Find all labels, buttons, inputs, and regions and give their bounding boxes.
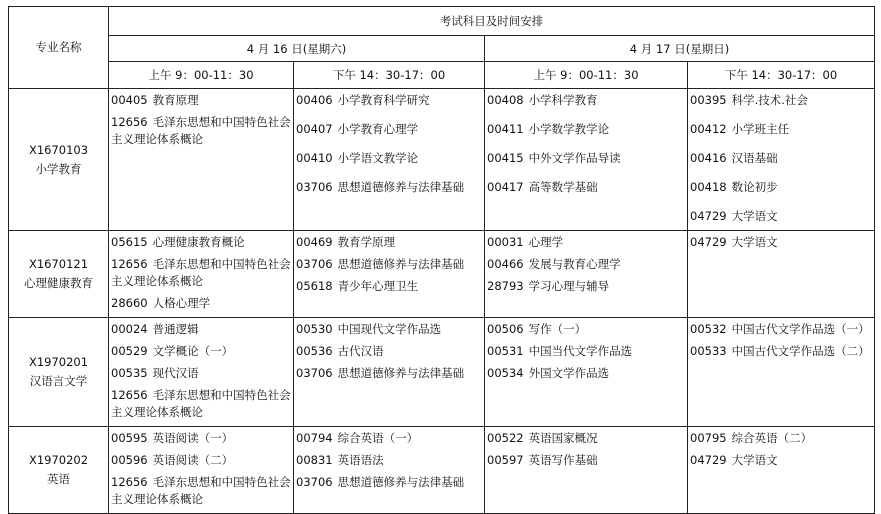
major-code: X1670103 (28, 142, 89, 157)
course-code: 00595 (111, 431, 148, 445)
course-name: 大学语文 (731, 209, 778, 223)
course-name: 古代汉语 (337, 344, 384, 358)
major-cell (9, 231, 109, 318)
course-code: 00831 (296, 453, 333, 467)
course-code: 03706 (296, 257, 333, 271)
course-code: 00410 (296, 151, 333, 165)
table-row (9, 231, 875, 318)
session-cell (485, 89, 688, 231)
course-code: 00530 (296, 322, 333, 336)
course-entry (487, 365, 685, 382)
course-entry (487, 343, 685, 360)
course-code: 04729 (690, 453, 727, 467)
course-entry (690, 92, 872, 109)
course-entry (487, 256, 685, 273)
course-entry (487, 321, 685, 338)
course-name: 学习心理与辅导 (528, 279, 610, 293)
course-code: 12656 (111, 475, 148, 489)
course-name: 中国古代文学作品选（一） (731, 322, 870, 336)
course-entry (690, 121, 872, 138)
day-header: 4 月 17 日(星期日) (485, 36, 875, 62)
course-code: 28793 (487, 279, 524, 293)
course-entry (111, 114, 291, 148)
course-name: 外国文学作品选 (528, 366, 610, 380)
course-entry (296, 452, 482, 469)
course-code: 12656 (111, 257, 148, 271)
course-name: 毛泽东思想和中国特色社会主义理论体系概论 (111, 388, 291, 419)
course-name: 中国当代文学作品选 (528, 344, 633, 358)
course-entry (111, 343, 291, 360)
course-name: 小学教育科学研究 (337, 93, 430, 107)
course-entry (690, 343, 872, 360)
course-name: 文学概论（一） (152, 344, 234, 358)
course-code: 00597 (487, 453, 524, 467)
course-entry (296, 150, 482, 167)
major-code: X1670121 (28, 257, 89, 271)
course-code: 03706 (296, 475, 333, 489)
exam-schedule-table (8, 6, 875, 514)
course-entry (690, 150, 872, 167)
course-entry (690, 179, 872, 196)
course-code: 00408 (487, 93, 524, 107)
course-code: 00407 (296, 122, 333, 136)
course-entry (111, 295, 291, 312)
course-entry (487, 179, 685, 196)
session-cell (294, 318, 485, 427)
course-code: 00522 (487, 431, 524, 445)
schedule-body (9, 89, 875, 514)
course-entry (690, 208, 872, 225)
major-cell (9, 318, 109, 427)
course-name: 数论初步 (731, 180, 778, 194)
major-header: 专业名称 (9, 7, 109, 89)
course-name: 写作（一） (528, 322, 587, 336)
major-code: X1970202 (28, 453, 89, 467)
course-entry (296, 92, 482, 109)
course-code: 00416 (690, 151, 727, 165)
course-entry (690, 430, 872, 447)
session-cell (688, 318, 875, 427)
course-entry (487, 278, 685, 295)
course-entry (296, 234, 482, 251)
session-header: 上午 9：00-11：30 (485, 62, 688, 89)
course-code: 00417 (487, 180, 524, 194)
session-cell (294, 89, 485, 231)
day-header: 4 月 16 日(星期六) (109, 36, 485, 62)
session-header: 下午 14：30-17：00 (688, 62, 875, 89)
course-code: 00536 (296, 344, 333, 358)
course-name: 中国古代文学作品选（二） (731, 344, 870, 358)
course-entry (111, 365, 291, 382)
session-header: 下午 14：30-17：00 (294, 62, 485, 89)
course-code: 00415 (487, 151, 524, 165)
course-name: 毛泽东思想和中国特色社会主义理论体系概论 (111, 257, 291, 288)
major-name: 英语 (47, 472, 70, 486)
course-name: 心理健康教育概论 (152, 235, 245, 249)
course-code: 28660 (111, 296, 148, 310)
session-cell (485, 231, 688, 318)
course-code: 12656 (111, 115, 148, 129)
course-entry (296, 179, 482, 196)
course-code: 00596 (111, 453, 148, 467)
course-name: 青少年心理卫生 (337, 279, 419, 293)
course-entry (111, 387, 291, 421)
course-code: 00535 (111, 366, 148, 380)
course-code: 00532 (690, 322, 727, 336)
course-entry (296, 474, 482, 491)
course-entry (296, 278, 482, 295)
major-name: 汉语言文学 (29, 374, 88, 388)
course-name: 中外文学作品导读 (528, 151, 621, 165)
course-code: 03706 (296, 180, 333, 194)
course-entry (111, 92, 291, 109)
session-cell (109, 89, 294, 231)
course-entry (111, 321, 291, 338)
course-entry (296, 256, 482, 273)
course-name: 英语阅读（一） (152, 431, 234, 445)
schedule-header: 考试科目及时间安排 (109, 7, 875, 36)
course-entry (111, 234, 291, 251)
course-code: 00024 (111, 322, 148, 336)
major-cell (9, 427, 109, 514)
course-name: 综合英语（二） (731, 431, 813, 445)
course-code: 00529 (111, 344, 148, 358)
course-code: 03706 (296, 366, 333, 380)
major-code: X1970201 (28, 355, 89, 369)
course-name: 科学.技术.社会 (731, 93, 808, 107)
table-row (9, 318, 875, 427)
session-cell (294, 231, 485, 318)
major-name: 小学教育 (35, 161, 82, 176)
course-entry (487, 430, 685, 447)
course-code: 04729 (690, 235, 727, 249)
course-code: 05618 (296, 279, 333, 293)
course-code: 00411 (487, 122, 524, 136)
course-name: 中国现代文学作品选 (337, 322, 442, 336)
course-entry (296, 365, 482, 382)
session-cell (688, 231, 875, 318)
course-entry (487, 92, 685, 109)
course-entry (690, 234, 872, 251)
course-entry (487, 150, 685, 167)
course-code: 12656 (111, 388, 148, 402)
course-name: 心理学 (528, 235, 564, 249)
course-code: 00506 (487, 322, 524, 336)
session-cell (109, 231, 294, 318)
course-name: 小学教育心理学 (337, 122, 419, 136)
course-name: 发展与教育心理学 (528, 257, 621, 271)
course-code: 00794 (296, 431, 333, 445)
course-name: 小学数学教学论 (528, 122, 610, 136)
schedule-wrapper (8, 6, 874, 514)
course-name: 普通逻辑 (152, 322, 199, 336)
course-entry (487, 234, 685, 251)
course-entry (111, 474, 291, 508)
course-code: 00531 (487, 344, 524, 358)
course-name: 英语阅读（二） (152, 453, 234, 467)
course-code: 00412 (690, 122, 727, 136)
course-name: 小学语文教学论 (337, 151, 419, 165)
table-row (9, 89, 875, 231)
course-code: 00466 (487, 257, 524, 271)
course-code: 00031 (487, 235, 524, 249)
course-name: 毛泽东思想和中国特色社会主义理论体系概论 (111, 115, 291, 146)
session-cell (688, 89, 875, 231)
course-entry (690, 321, 872, 338)
course-code: 04729 (690, 209, 727, 223)
course-name: 高等数学基础 (528, 180, 598, 194)
course-entry (690, 452, 872, 469)
course-name: 大学语文 (731, 453, 778, 467)
course-name: 小学科学教育 (528, 93, 598, 107)
course-name: 思想道德修养与法律基础 (337, 366, 465, 380)
course-name: 英语写作基础 (528, 453, 598, 467)
course-code: 00533 (690, 344, 727, 358)
course-name: 英语语法 (337, 453, 384, 467)
course-entry (487, 452, 685, 469)
course-code: 05615 (111, 235, 148, 249)
session-header: 上午 9：00-11：30 (109, 62, 294, 89)
course-entry (487, 121, 685, 138)
major-name: 心理健康教育 (24, 276, 93, 290)
course-name: 现代汉语 (152, 366, 199, 380)
course-name: 综合英语（一） (337, 431, 419, 445)
course-code: 00469 (296, 235, 333, 249)
course-code: 00418 (690, 180, 727, 194)
course-entry (296, 343, 482, 360)
course-code: 00405 (111, 93, 148, 107)
course-name: 思想道德修养与法律基础 (337, 257, 465, 271)
table-row (9, 427, 875, 514)
session-cell (688, 427, 875, 514)
course-code: 00395 (690, 93, 727, 107)
course-name: 大学语文 (731, 235, 778, 249)
course-entry (111, 430, 291, 447)
course-name: 思想道德修养与法律基础 (337, 180, 465, 194)
course-name: 人格心理学 (152, 296, 211, 310)
session-cell (485, 318, 688, 427)
course-code: 00406 (296, 93, 333, 107)
course-name: 思想道德修养与法律基础 (337, 475, 465, 489)
major-cell (9, 89, 109, 231)
course-name: 教育原理 (152, 93, 199, 107)
course-name: 汉语基础 (731, 151, 778, 165)
course-name: 英语国家概况 (528, 431, 598, 445)
session-cell (485, 427, 688, 514)
course-entry (111, 452, 291, 469)
course-code: 00795 (690, 431, 727, 445)
course-entry (111, 256, 291, 290)
course-code: 00534 (487, 366, 524, 380)
course-entry (296, 121, 482, 138)
course-entry (296, 321, 482, 338)
course-entry (296, 430, 482, 447)
course-name: 毛泽东思想和中国特色社会主义理论体系概论 (111, 475, 291, 506)
session-cell (109, 318, 294, 427)
session-cell (109, 427, 294, 514)
session-cell (294, 427, 485, 514)
course-name: 小学班主任 (731, 122, 790, 136)
course-name: 教育学原理 (337, 235, 396, 249)
